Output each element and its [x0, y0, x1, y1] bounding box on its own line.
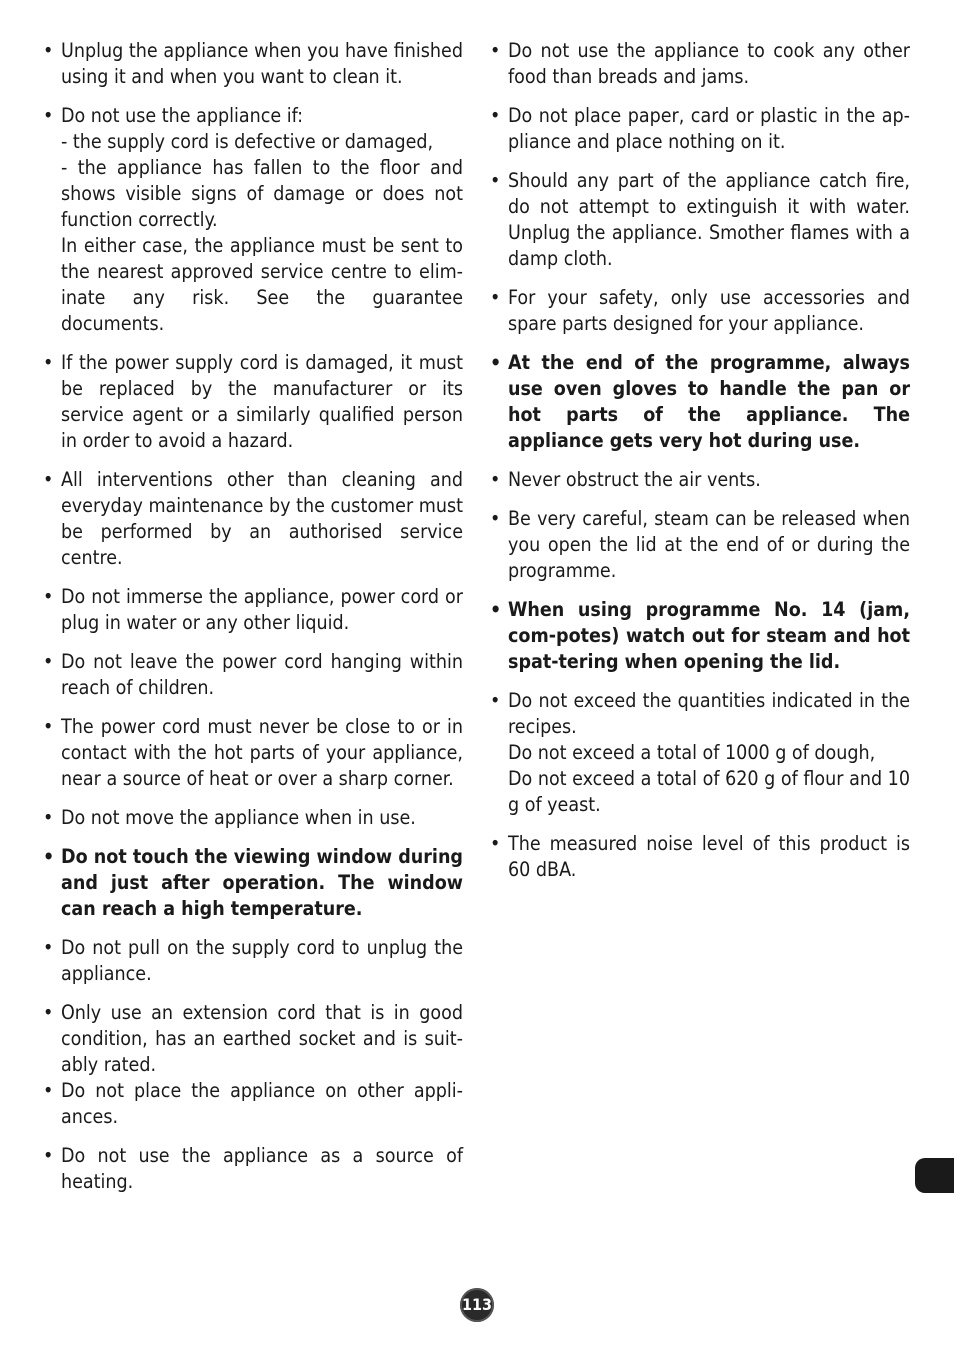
bullet-text-line: • Do not exceed the quantities indicated in the recipes. [508, 689, 910, 738]
bullet-item [43, 649, 463, 701]
bullet-text-line: • The measured noise level of this product is 60 dBA. [508, 832, 910, 881]
bullet-item [43, 1143, 463, 1195]
bullet-text-line: • Do not place paper, card or plastic in the ap-pliance and place nothing on it. [508, 104, 910, 153]
bullet-text-line: Do not exceed a total of 1000 g of dough, [508, 741, 876, 764]
bullet-text-line: • Unplug the appliance when you have finished using it and when you want to clean it. [61, 39, 463, 88]
page-number: 113 [460, 1288, 494, 1322]
bullet-text-line: - the appliance has fallen to the floor and shows visible signs of damage or does not function correctly. [61, 156, 463, 231]
bullet-text-line: • If the power supply cord is damaged, it must be replaced by the manufacturer or its service agent or a similarly qualified person in order to avoid a hazard. [61, 351, 463, 452]
bullet-item [490, 597, 910, 675]
bullet-text-line: • For your safety, only use accessories and spare parts designed for your appliance. [508, 286, 910, 335]
bullet-text-line: Do not exceed a total of 620 g of flour and 10 g of yeast. [508, 767, 910, 816]
bullet-item [490, 38, 910, 90]
bullet-item [490, 831, 910, 883]
bullet-item [43, 714, 463, 792]
bullet-item [43, 1000, 463, 1078]
bullet-text-line: • Should any part of the appliance catch fire, do not attempt to extinguish it with water. Unplug the appliance. Smother flames with a damp cloth. [508, 169, 910, 270]
bullet-text-line: • Be very careful, steam can be released when you open the lid at the end of or during the programme. [508, 507, 910, 582]
bullet-item [43, 844, 463, 922]
bullet-text-line: • Do not leave the power cord hanging within reach of children. [61, 650, 463, 699]
bullet-text-line: • When using programme No. 14 (jam, com-potes) watch out for steam and hot spat-tering when opening the lid. [508, 598, 910, 673]
bullet-item [43, 350, 463, 454]
bullet-text-line: • Do not immerse the appliance, power cord or plug in water or any other liquid. [61, 585, 463, 634]
bullet-text-line: • Do not place the appliance on other appli-ances. [61, 1079, 463, 1128]
bullet-item [490, 285, 910, 337]
left-column [43, 38, 463, 1208]
bullet-item [490, 350, 910, 454]
bullet-item [43, 805, 463, 831]
bullet-item [43, 1078, 463, 1130]
bullet-text-line: • Do not use the appliance as a source of heating. [61, 1144, 463, 1193]
bullet-item [43, 935, 463, 987]
bullet-text-line: • Do not pull on the supply cord to unplug the appliance. [61, 936, 463, 985]
bullet-text-line: - the supply cord is defective or damaged, [61, 130, 434, 153]
bullet-text-line: • Do not touch the viewing window during and just after operation. The window can reach a high temperature. [61, 845, 463, 920]
bullet-item [43, 38, 463, 90]
bullet-text-line: In either case, the appliance must be sent to the nearest approved service centre to elim-inate any risk. See the guarantee documents. [61, 234, 463, 335]
bullet-text-line: • Never obstruct the air vents. [508, 468, 761, 491]
bullet-text-line: • Do not use the appliance to cook any other food than breads and jams. [508, 39, 910, 88]
chapter-tab-marker [915, 1158, 954, 1193]
bullet-text-line: • Only use an extension cord that is in good condition, has an earthed socket and is suit-ably rated. [61, 1001, 463, 1076]
right-column [490, 38, 910, 896]
bullet-text-line: • The power cord must never be close to or in contact with the hot parts of your appliance, near a source of heat or over a sharp corner. [61, 715, 463, 790]
bullet-item [490, 103, 910, 155]
bullet-item [490, 688, 910, 818]
bullet-item [43, 467, 463, 571]
bullet-item [490, 506, 910, 584]
bullet-item [490, 467, 910, 493]
bullet-text-line: • All interventions other than cleaning and everyday maintenance by the customer must be performed by an authorised service centre. [61, 468, 463, 569]
bullet-text-line: • Do not use the appliance if: [61, 104, 304, 127]
bullet-text-line: • Do not move the appliance when in use. [61, 806, 416, 829]
bullet-item [43, 103, 463, 337]
bullet-item [490, 168, 910, 272]
bullet-item [43, 584, 463, 636]
bullet-text-line: • At the end of the programme, always use oven gloves to handle the pan or hot parts of the appliance. The appliance gets very hot during use. [508, 351, 910, 452]
